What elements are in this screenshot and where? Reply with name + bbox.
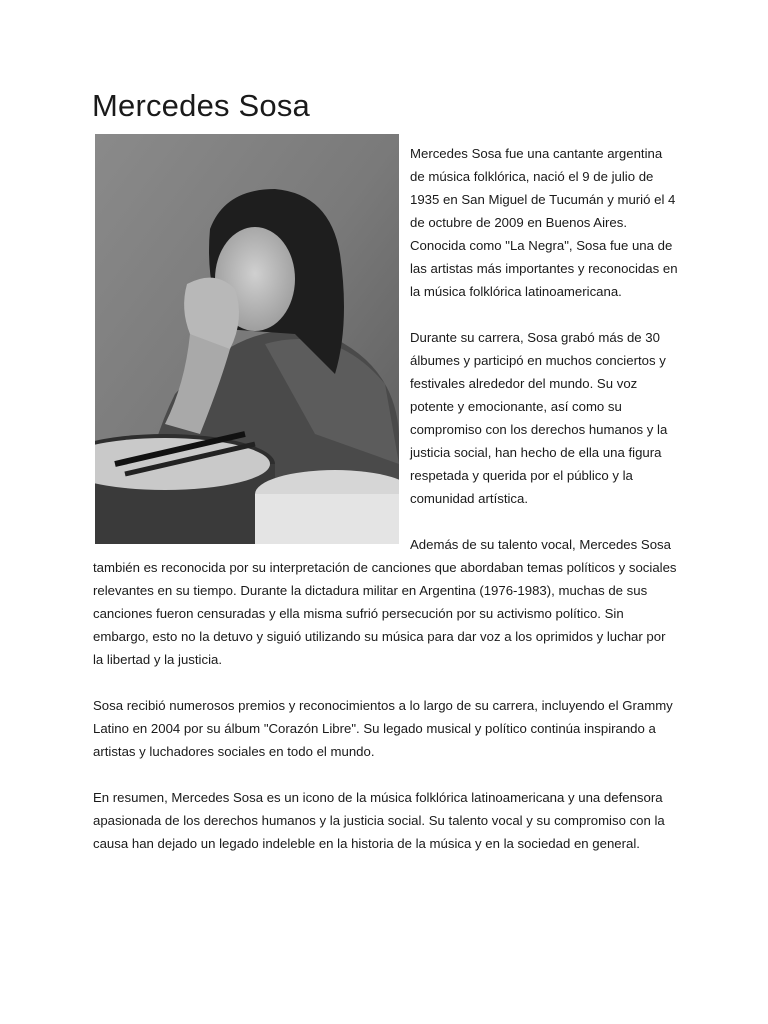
paragraph: Sosa recibió numerosos premios y reconocimientos a lo largo de su carrera, incluyendo el Grammy Latino en 2004 por su álbum "Corazón Libre". Su legado musical y político continúa inspirando a artistas y luchadores sociales en todo el mundo. xyxy=(93,698,673,759)
paragraph: Además de su talento vocal, Mercedes Sosa también es reconocida por su interpretación de canciones que abordaban temas políticos y sociales relevantes en su tiempo. Durante la dictadura militar en Argentina (1976-1983), muchas de sus canciones fueron censuradas y ella misma sufrió persecución por su activismo político. Sin embargo, esto no la detuvo y siguió utilizando su música para dar voz a los oprimidos y luchar por la libertad y la justicia. xyxy=(93,537,677,667)
paragraph: Mercedes Sosa fue una cantante argentina de música folklórica, nació el 9 de julio de 1935 en San Miguel de Tucumán y murió el 4 de octubre de 2009 en Buenos Aires. Conocida como "La Negra", Sosa fue una de las artistas más importantes y reconocidas en la música folklórica latinoamericana. xyxy=(410,146,678,299)
article-body xyxy=(93,142,678,878)
paragraph: En resumen, Mercedes Sosa es un icono de la música folklórica latinoamericana y una defensora apasionada de los derechos humanos y la justicia social. Su talento vocal y su compromiso con la causa han dejado un legado indeleble en la historia de la música y en la sociedad en general. xyxy=(93,790,665,851)
paragraph: Durante su carrera, Sosa grabó más de 30 álbumes y participó en muchos conciertos y festivales alrededor del mundo. Su voz potente y emocionante, así como su compromiso con los derechos humanos y la justicia social, han hecho de ella una figura respetada y querida por el público y la comunidad artística. xyxy=(410,330,668,506)
page-title: Mercedes Sosa xyxy=(92,88,310,123)
